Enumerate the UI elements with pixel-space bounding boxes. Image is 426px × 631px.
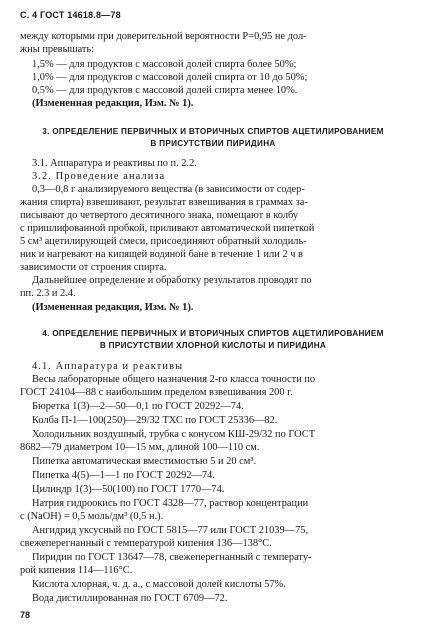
revision-note: (Измененная редакция, Изм. № 1). (32, 98, 194, 109)
body-line: рой кипения 114—116°С. (20, 565, 133, 576)
body-line: Колба П-1—100(250)—29/32 ТХС по ГОСТ 25336—82. (32, 415, 278, 426)
clause-4-1: 4.1. Аппаратура и реактивы (32, 361, 184, 372)
section-3-title: 3. ОПРЕДЕЛЕНИЕ ПЕРВИЧНЫХ И ВТОРИЧНЫХ СПИРТОВ АЦЕТИЛИРОВАНИЕМ (42, 127, 384, 136)
intro-line: 1,0% — для продуктов с массовой долей спирта от 10 до 50%; (32, 72, 308, 83)
body-line: 8682—79 диаметром 10—15 мм, длиной 100—110 см. (20, 442, 260, 453)
revision-note: (Измененная редакция, Изм. № 1). (32, 302, 194, 313)
body-line: пп. 2.3 и 2.4. (20, 288, 76, 299)
section-4-title: 4. ОПРЕДЕЛЕНИЕ ПЕРВИЧНЫХ И ВТОРИЧНЫХ СПИРТОВ АЦЕТИЛИРОВАНИЕМ (42, 329, 384, 338)
body-line: Кислота хлорная, ч. д. а., с массовой долей кислоты 57%. (32, 579, 286, 590)
running-header: С. 4 ГОСТ 14618.8—78 (20, 10, 121, 20)
body-line: Пипетка автоматическая вместимостью 5 и 20 см³. (32, 456, 257, 467)
intro-line: 0,5% — для продуктов с массовой долей спирта менее 10%. (32, 85, 298, 96)
section-4-subtitle: В ПРИСУТСТВИИ ХЛОРНОЙ КИСЛОТЫ И ПИРИДИНА (99, 341, 327, 350)
body-line: Дальнейшее определение и обработку результатов проводят по (32, 275, 312, 286)
page-number: 78 (20, 610, 31, 620)
body-line: свежеперегнанный с температурой кипения 136—138°С. (20, 538, 272, 549)
body-line: Пипетка 4(5)—1—1 по ГОСТ 20292—74. (32, 470, 215, 481)
body-line: Весы лабораторные общего назначения 2-го класса точности по (32, 374, 316, 385)
body-line: с (NaOH) = 0,5 моль/дм³ (0,5 н.). (20, 511, 164, 522)
body-line: жания спирта) взвешивают, результат взвешивания в граммах за- (20, 197, 308, 208)
intro-line: жны превышать: (20, 44, 95, 55)
section-3-subtitle: В ПРИСУТСТВИИ ПИРИДИНА (150, 139, 276, 148)
body-line: Вода дистиллированная по ГОСТ 6709—72. (32, 593, 228, 604)
body-line: зависимости от строения спирта. (20, 262, 167, 273)
body-line: Натрия гидроокись по ГОСТ 4328—77, раствор концентрации (32, 498, 309, 509)
intro-line: между которыми при доверительной вероятности P=0,95 не дол- (20, 31, 307, 42)
body-line: Пиридин по ГОСТ 13647—78, свежеперегнанный с температу- (32, 552, 312, 563)
body-line: Ангидрид уксусный по ГОСТ 5815—77 или ГОСТ 21039—75, (32, 525, 309, 536)
body-line: Цилиндр 1(3)—50(100) по ГОСТ 1770—74. (32, 484, 225, 495)
body-line: 0,3—0,8 г анализируемого вещества (в зависимости от содер- (32, 184, 305, 195)
body-line: ник и нагревают на кипящей водяной бане в течение 1 или 2 ч в (20, 249, 303, 260)
body-line: с пришлифованной пробкой, приливают автоматической пипеткой (20, 223, 315, 234)
body-line: Холодильник воздушный, трубка с конусом КШ-29/32 по ГОСТ (32, 429, 316, 440)
clause-3-1: 3.1. Аппаратура и реактивы по п. 2.2. (32, 158, 197, 169)
body-line: писывают до четвертого десятичного знака, помещают в колбу (20, 210, 299, 221)
intro-line: 1,5% — для продуктов с массовой долей спирта более 50%; (32, 59, 297, 70)
body-line: ГОСТ 24104—88 с наибольшим пределом взвешивания 200 г. (20, 387, 293, 398)
body-line: Бюретка 1(3)—2—50—0,1 по ГОСТ 20292—74. (32, 401, 244, 412)
body-line: 5 см³ ацетилирующей смеси, присоединяют обратный холодиль- (20, 236, 307, 247)
clause-3-2: 3.2. Проведение анализа (32, 171, 166, 182)
